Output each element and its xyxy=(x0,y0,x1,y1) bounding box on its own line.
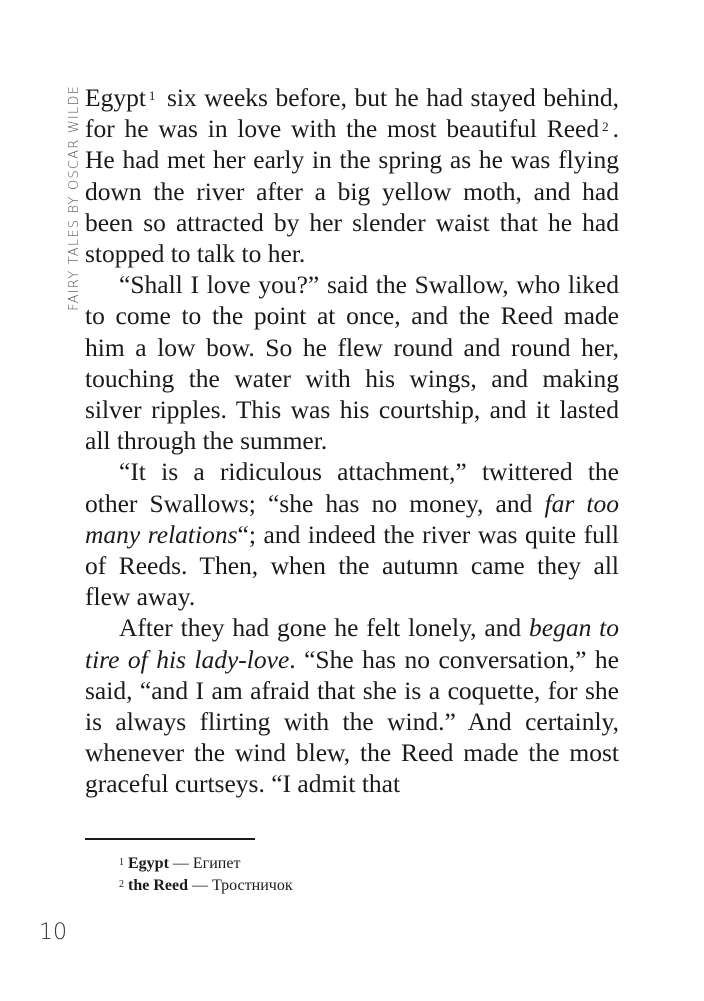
footnote-translation: Египет xyxy=(192,855,241,872)
running-head: FAIRY TALES BY OSCAR WILDE xyxy=(67,85,82,311)
paragraph-3 xyxy=(85,456,619,612)
p3-text-2: “; and indeed the river was quite full of Reeds. Then, when the autumn came they all flew away. xyxy=(85,519,619,612)
footnote-separator: — xyxy=(168,855,193,872)
footnote-2 xyxy=(119,875,293,897)
p4-text-1: After they had gone he felt lonely, and xyxy=(119,613,530,643)
footnote-ref-1: 1 xyxy=(148,88,156,103)
footnote-term: the Reed xyxy=(128,877,188,894)
paragraph-4 xyxy=(85,612,619,799)
p1-text-3: . He had met her early in the spring as he was flying down the river after a big yellow moth, and had been so attracted by her slender waist that he had stopped to talk to her. xyxy=(85,114,619,269)
footnote-ref-2: 2 xyxy=(602,119,609,135)
footnote-number: 2 xyxy=(119,879,124,890)
p4-text-2: . “She has no conversation,” he said, “and I am afraid that she is a coquette, for she is always flirting with the wind.” And certainly, whenever the wind blew, the Reed made the most graceful curtseys. “I admit that xyxy=(85,644,619,799)
footnote-rule xyxy=(85,838,255,840)
footnotes xyxy=(119,853,293,897)
footnote-number: 1 xyxy=(119,857,124,868)
paragraph-1 xyxy=(85,82,619,269)
body-text xyxy=(85,82,619,800)
footnote-1 xyxy=(119,853,293,875)
footnote-separator: — xyxy=(187,877,212,894)
p3-text-1: “It is a ridiculous attachment,” twittered the other Swallows; “she has no money, and xyxy=(85,457,619,518)
paragraph-2: “Shall I love you?” said the Swallow, who liked to come to the point at once, and the Reed made him a low bow. So he flew round and round her, touching the water with his wings, and making silver ripples. This was his courtship, and it lasted all through the summer. xyxy=(85,270,619,456)
p3-emphasis: far too many relations xyxy=(85,488,619,549)
p1-text-2: six weeks before, but he had stayed behind, for he was in love with the most beautiful Reed xyxy=(85,83,619,144)
page-number: 10 xyxy=(39,920,67,945)
footnote-translation: Тростничок xyxy=(211,877,293,894)
p1-text-1: Egypt xyxy=(85,83,146,112)
p4-emphasis: began to tire of his lady-love xyxy=(85,613,619,674)
footnote-term: Egypt xyxy=(128,855,169,872)
